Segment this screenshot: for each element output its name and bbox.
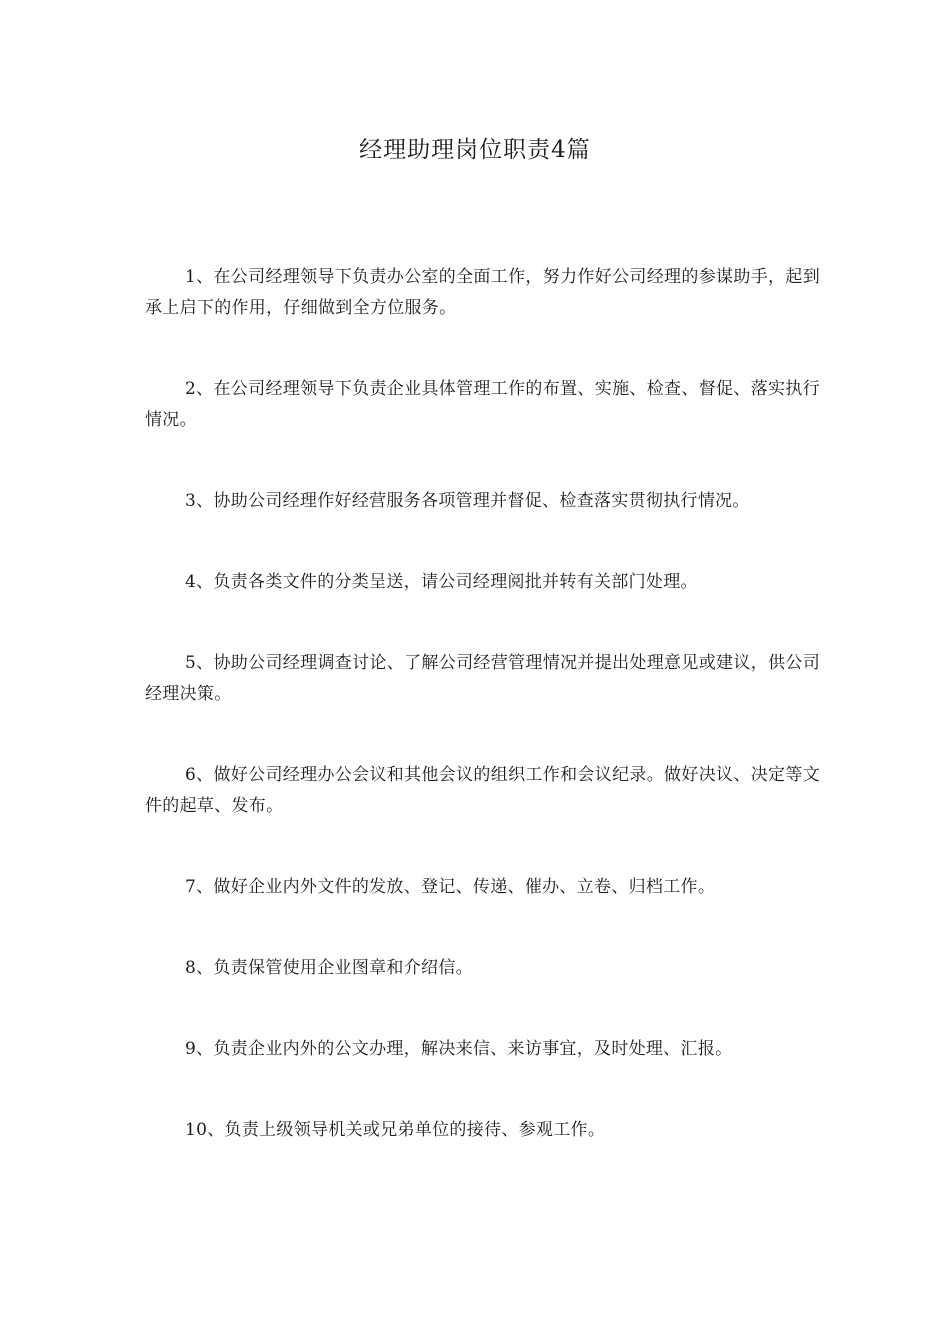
paragraph-4: 4、负责各类文件的分类呈送，请公司经理阅批并转有关部门处理。 (185, 572, 698, 592)
document-body (145, 262, 820, 1196)
paragraph-9: 9、负责企业内外的公文办理，解决来信、来访事宜，及时处理、汇报。 (185, 1039, 733, 1059)
paragraph-3: 3、协助公司经理作好经营服务各项管理并督促、检查落实贯彻执行情况。 (185, 491, 750, 511)
paragraph-6: 6、做好公司经理办公会议和其他会议的组织工作和会议纪录。做好决议、决定等文件的起草、发布。 (145, 765, 820, 816)
paragraph-10: 10、负责上级领导机关或兄弟单位的接待、参观工作。 (185, 1120, 606, 1140)
paragraph-1: 1、在公司经理领导下负责办公室的全面工作，努力作好公司经理的参谋助手，起到承上启下的作用，仔细做到全方位服务。 (145, 267, 820, 318)
paragraph-2: 2、在公司经理领导下负责企业具体管理工作的布置、实施、检查、督促、落实执行情况。 (145, 379, 820, 430)
paragraph-5: 5、协助公司经理调查讨论、了解公司经营管理情况并提出处理意见或建议，供公司经理决策。 (145, 653, 820, 704)
document-title: 经理助理岗位职责4篇 (359, 137, 591, 163)
paragraph-8: 8、负责保管使用企业图章和介绍信。 (185, 958, 473, 978)
paragraph-7: 7、做好企业内外文件的发放、登记、传递、催办、立卷、归档工作。 (185, 877, 716, 897)
